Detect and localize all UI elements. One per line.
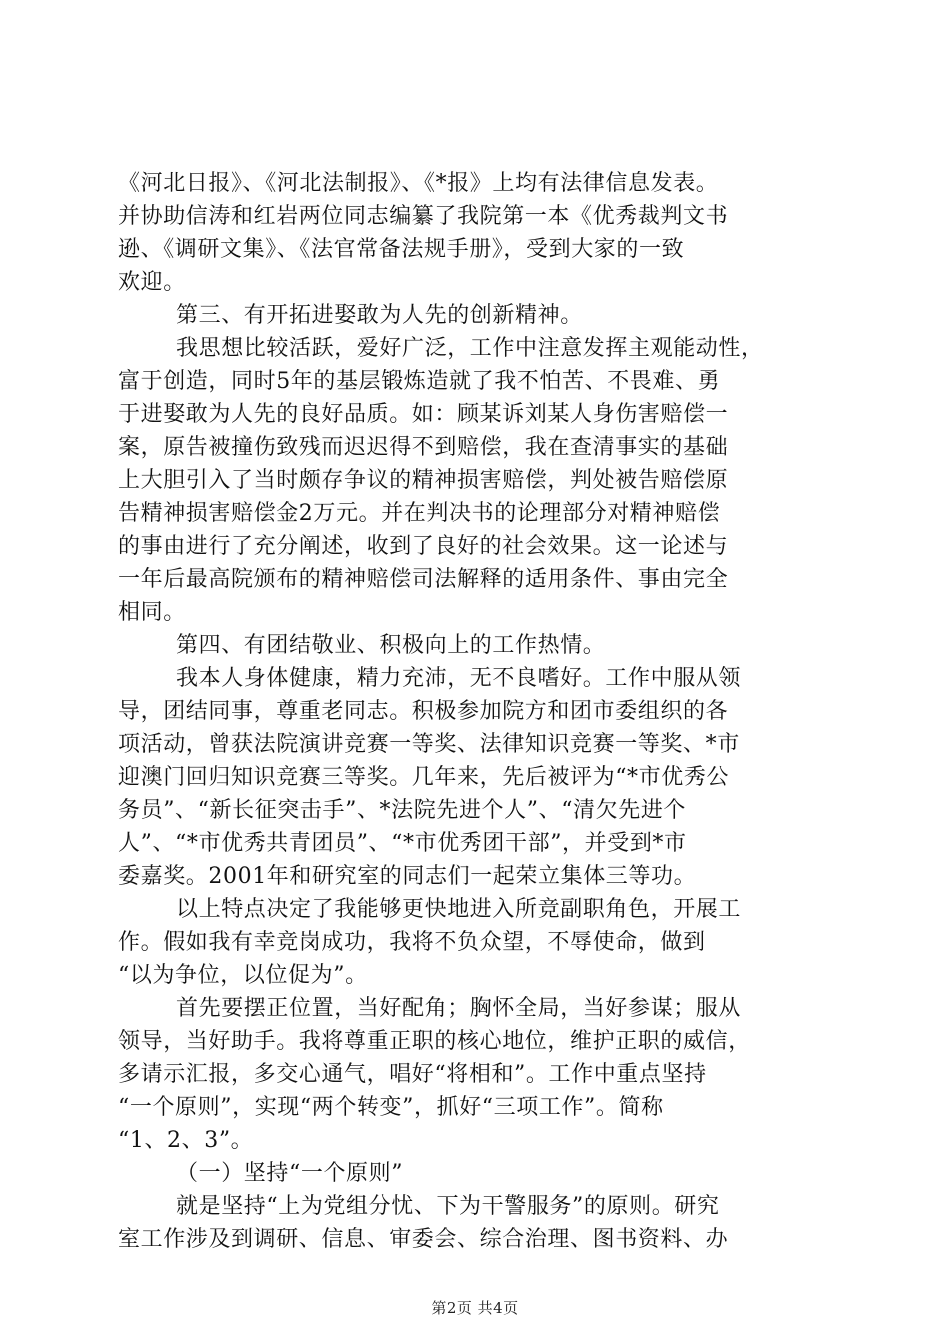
text-line: 我思想比较活跃，爱好广泛，工作中注意发挥主观能动性， [176,336,764,361]
text-line: “一个原则”，实现“两个转变”，抓好“三项工作”。简称 [118,1095,664,1120]
text-line: 欢迎。 [118,270,186,295]
text-line: “1、2、3”。 [118,1128,254,1153]
text-line: 我本人身体健康，精力充沛，无不良嗜好。工作中服从领 [176,666,742,691]
text-line: 室工作涉及到调研、信息、审委会、综合治理、图书资料、办 [118,1227,729,1252]
text-line: 一年后最高院颁布的精神赔偿司法解释的适用条件、事由完全 [118,567,729,592]
section-heading: 第四、有团结敬业、积极向上的工作热情。 [176,633,606,658]
text-line: 委嘉奖。2001年和研究室的同志们一起荣立集体三等功。 [118,864,697,889]
text-line: 以上特点决定了我能够更快地进入所竞副职角色，开展工 [176,897,742,922]
text-line: 相同。 [118,600,186,625]
text-line: 作。假如我有幸竞岗成功，我将不负众望，不辱使命，做到 [118,930,706,955]
text-line: 上大胆引入了当时颇存争议的精神损害赔偿，判处被告赔偿原 [118,468,729,493]
section-heading: 第三、有开拓进娶敢为人先的创新精神。 [176,303,583,328]
text-line: 务员”、“新长征突击手”、*法院先进个人”、“清欠先进个 [118,798,687,823]
text-line: 《河北日报》、《河北法制报》、《*报》上均有法律信息发表。 [118,171,719,196]
text-line: 首先要摆正位置，当好配角；胸怀全局，当好参谋；服从 [176,996,742,1021]
text-line: 的事由进行了充分阐述，收到了良好的社会效果。这一论述与 [118,534,729,559]
text-line: 富于创造，同时5年的基层锻炼造就了我不怕苦、不畏难、勇 [118,369,721,394]
text-line: 项活动，曾获法院演讲竞赛一等奖、法律知识竞赛一等奖、*市 [118,732,740,757]
page-footer: 第2页 共4页 [431,1299,519,1317]
text-line: 就是坚持“上为党组分忧、下为干警服务”的原则。研究 [176,1194,720,1219]
text-line: “以为争位，以位促为”。 [118,963,368,988]
text-line: 领导，当好助手。我将尊重正职的核心地位，维护正职的威信， [118,1029,751,1054]
text-line: 并协助信涛和红岩两位同志编纂了我院第一本《优秀裁判文书 [118,204,729,229]
text-line: 案，原告被撞伤致残而迟迟得不到赔偿，我在查清事实的基础 [118,435,729,460]
section-heading: （一）坚持“一个原则” [176,1161,404,1186]
text-line: 导，团结同事，尊重老同志。积极参加院方和团市委组织的各 [118,699,729,724]
text-line: 告精神损害赔偿金2万元。并在判决书的论理部分对精神赔偿 [118,501,721,526]
text-line: 迎澳门回归知识竞赛三等奖。几年来，先后被评为“*市优秀公 [118,765,730,790]
text-line: 逊、《调研文集》、《法官常备法规手册》，受到大家的一致 [118,237,685,262]
body-text [118,167,834,1256]
text-line: 多请示汇报，多交心通气，唱好“将相和”。工作中重点坚持 [118,1062,707,1087]
text-line: 人”、“*市优秀共青团员”、“*市优秀团干部”，并受到*市 [118,831,687,856]
text-line: 于进娶敢为人先的良好品质。如：顾某诉刘某人身伤害赔偿一 [118,402,729,427]
